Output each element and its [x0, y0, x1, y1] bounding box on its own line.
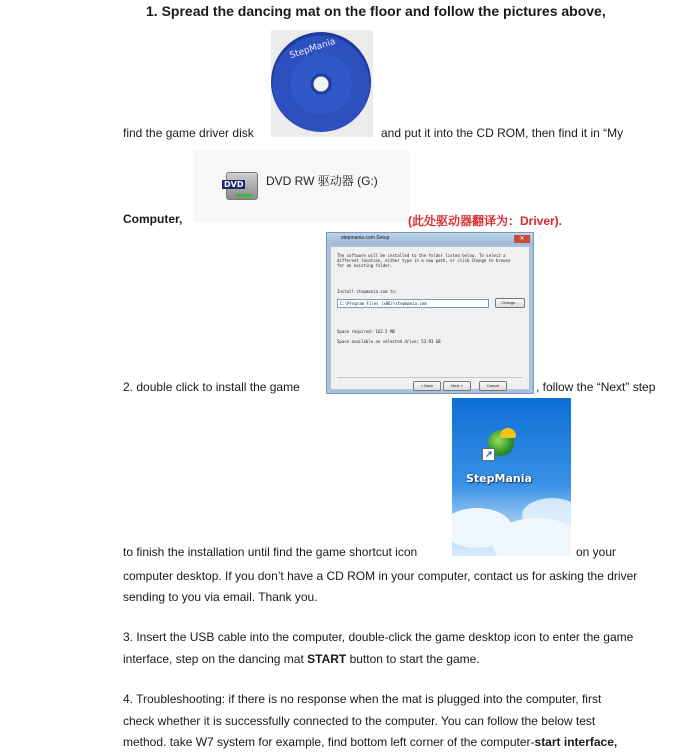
- install-path-field: [337, 299, 489, 308]
- step3-line1: 3. Insert the USB cable into the computer, double-click the game desktop icon to enter the game: [123, 630, 634, 644]
- space-required: Space required: 162.5 MB: [337, 329, 395, 334]
- stepmania-disc-image: [271, 30, 373, 137]
- disc-label: StepMania: [288, 36, 337, 62]
- close-icon: ✕: [514, 235, 530, 243]
- next-button: Next >: [443, 381, 471, 391]
- dvd-drive-caption: DVD RW 驱动器 (G:): [266, 174, 378, 188]
- dvd-drive-image: [194, 150, 409, 222]
- step2-line4: sending to you via email. Thank you.: [123, 590, 318, 604]
- shortcut-arrow-icon: ↗: [482, 448, 495, 461]
- step1-find-driver-text: find the game driver disk: [123, 126, 254, 140]
- step4-line3: method. take W7 system for example, find bottom left corner of the computer-start interface,: [123, 735, 618, 749]
- step1-put-cd-text: and put it into the CD ROM, then find it in “My: [381, 126, 624, 140]
- step4-line2: check whether it is successfully connected to the computer. You can follow the below test: [123, 714, 596, 728]
- start-interface-word: start interface,: [534, 735, 618, 749]
- step2-line2-after: on your: [576, 545, 617, 559]
- dialog-titlebar: [327, 233, 533, 245]
- step3-line2: interface, step on the dancing mat START button to start the game.: [123, 652, 480, 666]
- cancel-button: Cancel: [479, 381, 507, 391]
- setup-dialog-image: [326, 232, 534, 394]
- change-button: Change...: [495, 298, 525, 308]
- step1-heading: 1. Spread the dancing mat on the floor and follow the pictures above,: [146, 3, 606, 19]
- stepmania-shortcut-image: [452, 398, 571, 556]
- step1-driver-note: (此处驱动器翻译为：Driver).: [408, 214, 563, 228]
- step2-line1: 2. double click to install the game: [123, 380, 300, 394]
- stepmania-icon: [482, 428, 520, 462]
- install-path-value: C:\Program Files (x86)\stepmania.com: [340, 301, 427, 306]
- start-button-word: START: [307, 652, 347, 666]
- dialog-title: stepmania.com Setup: [341, 235, 390, 241]
- step2-line1-after: , follow the “Next” step: [536, 380, 656, 394]
- dvd-badge: DVD: [224, 180, 244, 189]
- back-button: < Back: [413, 381, 441, 391]
- dialog-install-label: Install stepmania.com to:: [337, 289, 398, 294]
- space-available: Space available on selected drive: 53.93 GB: [337, 339, 441, 344]
- shortcut-name: StepMania: [466, 472, 532, 485]
- step2-line2: to finish the installation until find the game shortcut icon: [123, 545, 418, 559]
- dialog-intro: The software will be installed to the folder listed below. To select a different location, either type in a new path, or click Change to browse for an existing folder.: [337, 253, 511, 268]
- step1-computer-text: Computer,: [123, 212, 183, 226]
- step2-line3: computer desktop. If you don’t have a CD ROM in your computer, contact us for asking the driver: [123, 569, 638, 583]
- step4-line1: 4. Troubleshooting: if there is no response when the mat is plugged into the computer, first: [123, 692, 602, 706]
